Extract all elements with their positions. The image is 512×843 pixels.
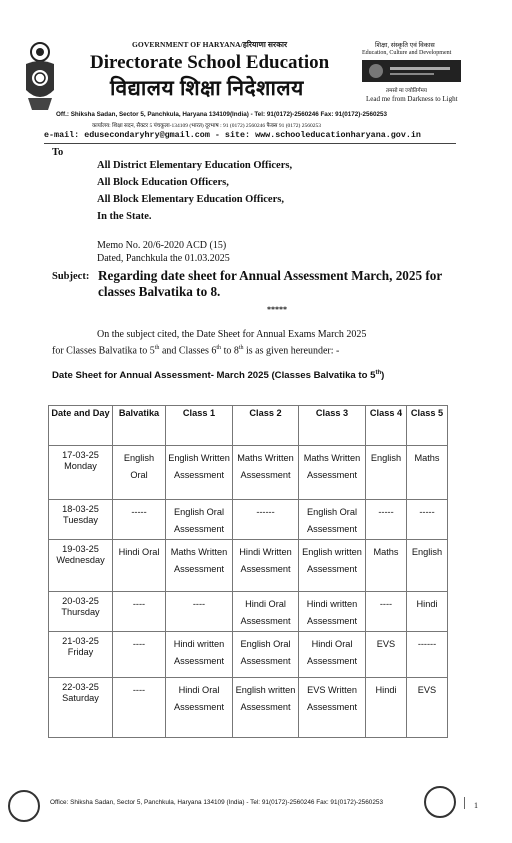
para-sup: th xyxy=(238,345,244,351)
separator-stars: ***** xyxy=(267,305,287,314)
addressee-line: All Block Education Officers, xyxy=(97,177,229,188)
table-cell: English Written Assessment xyxy=(166,446,233,500)
page-number: 1 xyxy=(474,801,478,810)
table-cell: ---- xyxy=(113,678,166,738)
subject-text: Regarding date sheet for Annual Assessment March, 2025 for classes Balvatika to 8. xyxy=(98,268,442,299)
body-paragraph-line2 xyxy=(52,345,339,356)
body-paragraph-line1: On the subject cited, the Date Sheet for Annual Exams March 2025 xyxy=(97,329,367,340)
table-cell: Hindi written Assessment xyxy=(166,632,233,678)
table-title-close: ) xyxy=(381,370,385,382)
date-cell: 18-03-25 Tuesday xyxy=(49,500,113,540)
office-address: Off.: Shiksha Sadan, Sector 5, Panchkula, Haryana 134109(India) - Tel: 91(0172)-2560246 Fax: 91(0172)-2560253 xyxy=(56,111,387,118)
header-cell: Class 3 xyxy=(299,406,366,446)
motto: Lead me from Darkness to Light xyxy=(366,95,458,103)
table-row xyxy=(49,592,448,632)
table-cell: ----- xyxy=(113,500,166,540)
motto-hindi: तमसो मा ज्योतिर्गमय xyxy=(386,88,427,94)
table-row xyxy=(49,500,448,540)
table-cell: Hindi Written Assessment xyxy=(233,540,299,592)
footer-seal-right-icon xyxy=(424,786,456,818)
right-hindi-tagline: शिक्षा, संस्कृति एवं विकास xyxy=(375,42,435,49)
header-cell: Class 5 xyxy=(407,406,448,446)
table-cell: Hindi Oral xyxy=(113,540,166,592)
footer-office-address: Office: Shiksha Sadan, Sector 5, Panchkula, Haryana 134109 (India) - Tel: 91(0172)-2560246 Fax: 91(0172)-2560253 xyxy=(50,799,383,806)
footer-seal-left-icon xyxy=(8,790,40,822)
table-cell: Hindi written Assessment xyxy=(299,592,366,632)
table-cell: Maths Written Assessment xyxy=(299,446,366,500)
memo-date: Dated, Panchkula the 01.03.2025 xyxy=(97,253,230,264)
department-name-hindi: विद्यालय शिक्षा निदेशालय xyxy=(110,76,304,100)
date-cell: 20-03-25 Thursday xyxy=(49,592,113,632)
table-cell: ------ xyxy=(233,500,299,540)
table-cell: Maths xyxy=(407,446,448,500)
memo-number: Memo No. 20/6-2020 ACD (15) xyxy=(97,240,227,251)
table-row xyxy=(49,446,448,500)
department-name: Directorate School Education xyxy=(90,52,330,73)
date-cell: 19-03-25 Wednesday xyxy=(49,540,113,592)
table-cell: English Oral Assessment xyxy=(166,500,233,540)
subject-label: Subject: xyxy=(52,271,90,282)
office-address-hindi: कार्यालय: शिक्षा सदन, सैक्टर 5 पंचकूला-134109 (भारत) दूरभाष : 91 (0172) 2560246 फैक्स 91 (0172) 2560253 xyxy=(92,123,322,129)
para-text: is as given hereunder: - xyxy=(243,345,340,357)
table-cell: English Oral Assessment xyxy=(233,632,299,678)
para-sup: th xyxy=(154,345,160,351)
table-title xyxy=(52,370,384,381)
table-cell: Hindi Oral Assessment xyxy=(233,592,299,632)
header-cell: Class 2 xyxy=(233,406,299,446)
government-line: GOVERNMENT OF HARYANA/हरियाणा सरकार xyxy=(132,40,288,49)
right-english-tagline: Education, Culture and Development xyxy=(362,50,452,56)
table-header-row xyxy=(49,406,448,446)
table-cell: EVS xyxy=(366,632,407,678)
header-cell: Class 4 xyxy=(366,406,407,446)
addressee-line: All Block Elementary Education Officers, xyxy=(97,194,284,205)
table-row xyxy=(49,632,448,678)
table-cell: EVS xyxy=(407,678,448,738)
table-cell: ----- xyxy=(366,500,407,540)
table-title-text: Date Sheet for Annual Assessment- March 2025 (Classes Balvatika to 5 xyxy=(52,370,376,382)
date-cell: 17-03-25 Monday xyxy=(49,446,113,500)
table-cell: English written Assessment xyxy=(299,540,366,592)
addressee-line: In the State. xyxy=(97,211,152,222)
table-cell: English written Assessment xyxy=(233,678,299,738)
education-logo-banner xyxy=(362,60,461,82)
haryana-emblem-icon xyxy=(18,40,62,114)
para-text: to 8 xyxy=(221,345,239,357)
table-cell: English Oral Assessment xyxy=(299,500,366,540)
date-cell: 22-03-25 Saturday xyxy=(49,678,113,738)
table-cell: Hindi xyxy=(366,678,407,738)
header-cell: Date and Day xyxy=(49,406,113,446)
header-cell: Balvatika xyxy=(113,406,166,446)
table-cell: Hindi Oral Assessment xyxy=(166,678,233,738)
table-cell: Maths Written Assessment xyxy=(166,540,233,592)
table-cell: ---- xyxy=(113,632,166,678)
email-and-site: e-mail: edusecondaryhry@gmail.com - site: www.schooleducationharyana.gov.in xyxy=(44,130,421,140)
table-cell: Hindi Oral Assessment xyxy=(299,632,366,678)
table-cell: English xyxy=(407,540,448,592)
addressee-line: All District Elementary Education Officers, xyxy=(97,160,293,171)
table-cell: Maths xyxy=(366,540,407,592)
table-row xyxy=(49,678,448,738)
date-sheet-table xyxy=(48,405,448,738)
table-cell: English xyxy=(366,446,407,500)
table-cell: English Oral xyxy=(113,446,166,500)
para-text: for Classes Balvatika to 5 xyxy=(52,345,155,357)
table-cell: Hindi xyxy=(407,592,448,632)
para-text: and Classes 6 xyxy=(159,345,217,357)
to-label: To xyxy=(52,147,64,158)
table-cell: EVS Written Assessment xyxy=(299,678,366,738)
para-sup: th xyxy=(216,345,222,351)
table-row xyxy=(49,540,448,592)
table-cell: ------ xyxy=(407,632,448,678)
table-cell: ----- xyxy=(407,500,448,540)
header-rule xyxy=(44,143,456,144)
table-cell: Maths Written Assessment xyxy=(233,446,299,500)
header-cell: Class 1 xyxy=(166,406,233,446)
table-title-sup: th xyxy=(375,370,382,376)
table-cell: ---- xyxy=(166,592,233,632)
page-divider xyxy=(464,797,465,809)
table-cell: ---- xyxy=(366,592,407,632)
date-cell: 21-03-25 Friday xyxy=(49,632,113,678)
table-cell: ---- xyxy=(113,592,166,632)
